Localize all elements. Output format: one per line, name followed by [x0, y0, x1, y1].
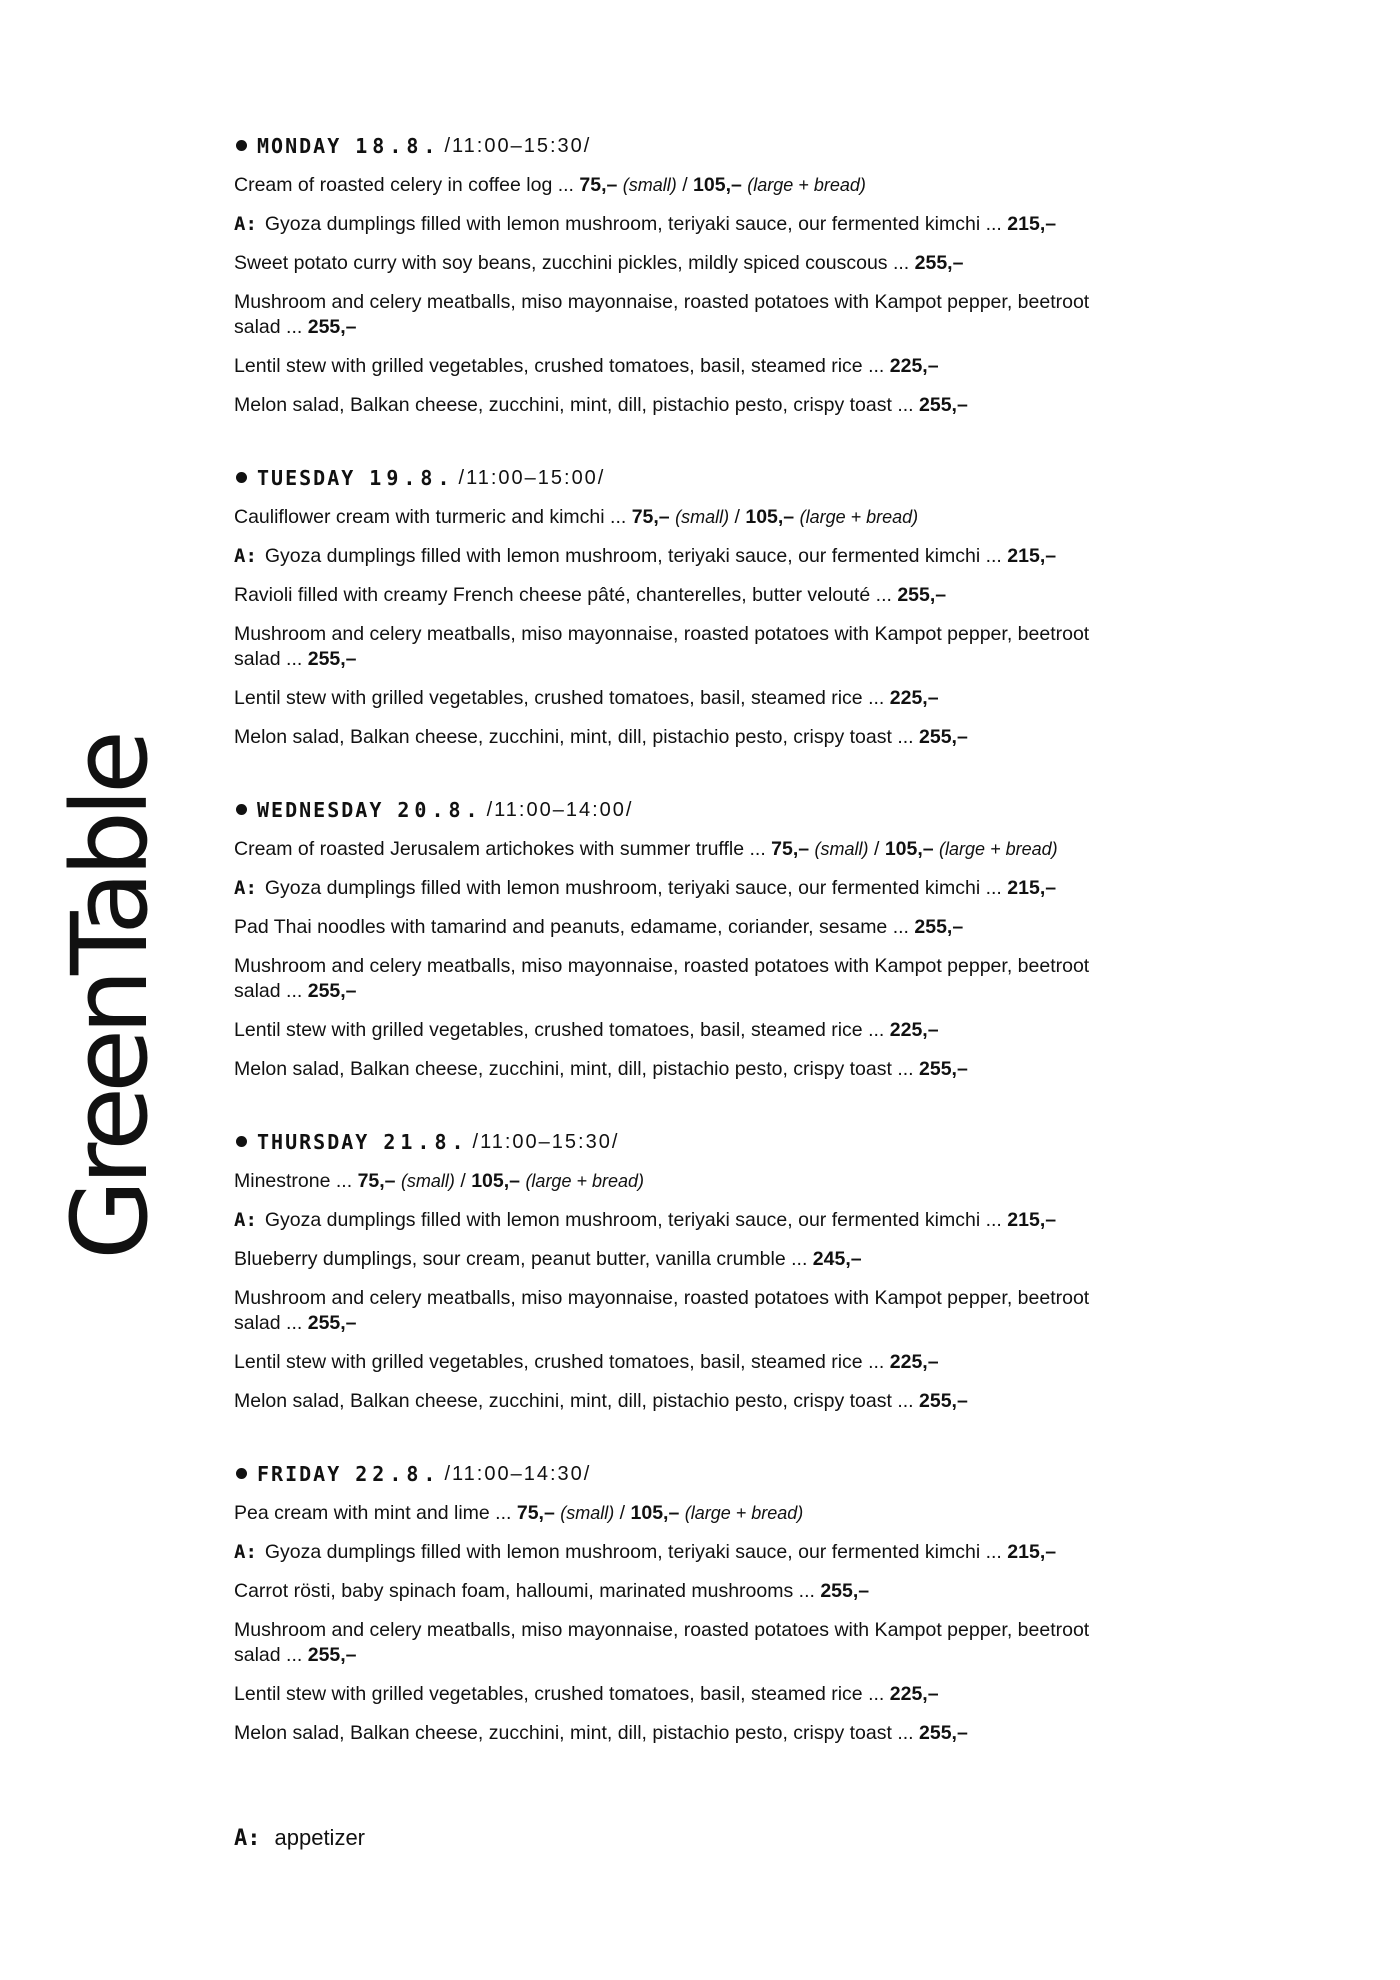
appetizer-item — [234, 212, 1134, 237]
appetizer-text: Gyoza dumplings filled with lemon mushroom, teriyaki sauce, our fermented kimchi ... — [264, 213, 1002, 235]
main-item — [234, 1618, 1134, 1668]
day-hours: /11:00–15:30/ — [472, 1130, 620, 1153]
soup-separator: / — [460, 1170, 466, 1192]
main-item — [234, 1018, 1134, 1043]
soup-small-note: (small) — [814, 839, 869, 859]
main-item — [234, 1721, 1134, 1746]
soup-name: Minestrone ... — [234, 1170, 353, 1192]
soup-large-price: 105,– — [630, 1502, 680, 1524]
main-item — [234, 725, 1134, 750]
main-text: Lentil stew with grilled vegetables, crushed tomatoes, basil, steamed rice ... — [234, 687, 885, 709]
bullet-icon — [236, 472, 247, 483]
appetizer-label: A: — [234, 1541, 257, 1563]
main-text: Melon salad, Balkan cheese, zucchini, mint, dill, pistachio pesto, crispy toast ... — [234, 394, 914, 416]
day-section-wednesday — [234, 792, 1234, 1082]
main-item — [234, 1057, 1134, 1082]
brand-logo — [49, 725, 171, 1270]
soup-name: Cauliflower cream with turmeric and kimchi ... — [234, 506, 627, 528]
main-price: 255,– — [919, 1722, 968, 1744]
soup-large-note: (large + bread) — [799, 507, 919, 527]
day-name: WEDNESDAY — [257, 798, 384, 822]
main-item — [234, 393, 1134, 418]
appetizer-item — [234, 1540, 1134, 1565]
main-price: 255,– — [307, 980, 357, 1002]
main-price: 255,– — [897, 584, 947, 606]
main-text: Mushroom and celery meatballs, miso mayonnaise, roasted potatoes with Kampot pepper, beetroot salad ... — [234, 291, 1090, 338]
main-price: 225,– — [889, 1351, 939, 1373]
bullet-icon — [236, 1136, 247, 1147]
main-price: 225,– — [889, 1019, 939, 1041]
legend — [234, 1825, 365, 1851]
soup-name: Pea cream with mint and lime ... — [234, 1502, 512, 1524]
bullet-icon — [236, 140, 247, 151]
soup-name: Cream of roasted celery in coffee log ... — [234, 174, 574, 196]
main-price: 255,– — [307, 316, 357, 338]
day-section-thursday — [234, 1124, 1234, 1414]
main-price: 255,– — [307, 648, 357, 670]
appetizer-text: Gyoza dumplings filled with lemon mushroom, teriyaki sauce, our fermented kimchi ... — [264, 1209, 1002, 1231]
appetizer-text: Gyoza dumplings filled with lemon mushroom, teriyaki sauce, our fermented kimchi ... — [264, 877, 1002, 899]
appetizer-price: 215,– — [1007, 213, 1057, 235]
day-date: 20.8. — [397, 798, 483, 822]
main-item — [234, 1350, 1134, 1375]
soup-small-price: 75,– — [771, 838, 810, 860]
soup-item — [234, 1501, 1134, 1526]
soup-small-price: 75,– — [579, 174, 618, 196]
soup-separator: / — [682, 174, 688, 196]
appetizer-label: A: — [234, 545, 257, 567]
main-text: Mushroom and celery meatballs, miso mayonnaise, roasted potatoes with Kampot pepper, beetroot salad ... — [234, 623, 1090, 670]
main-item — [234, 354, 1134, 379]
soup-large-note: (large + bread) — [525, 1171, 645, 1191]
day-hours: /11:00–15:30/ — [444, 134, 592, 157]
main-text: Mushroom and celery meatballs, miso mayonnaise, roasted potatoes with Kampot pepper, beetroot salad ... — [234, 955, 1090, 1002]
soup-separator: / — [734, 506, 740, 528]
soup-small-note: (small) — [400, 1171, 455, 1191]
day-name: FRIDAY — [257, 1462, 342, 1486]
day-hours: /11:00–15:00/ — [458, 466, 606, 489]
main-text: Lentil stew with grilled vegetables, crushed tomatoes, basil, steamed rice ... — [234, 1683, 885, 1705]
main-item — [234, 686, 1134, 711]
soup-small-price: 75,– — [631, 506, 670, 528]
day-date: 18.8. — [355, 134, 441, 158]
soup-large-price: 105,– — [471, 1170, 521, 1192]
legend-text: appetizer — [274, 1825, 366, 1850]
main-text: Ravioli filled with creamy French cheese pâté, chanterelles, butter velouté ... — [234, 584, 892, 606]
appetizer-text: Gyoza dumplings filled with lemon mushroom, teriyaki sauce, our fermented kimchi ... — [264, 1541, 1002, 1563]
main-text: Lentil stew with grilled vegetables, crushed tomatoes, basil, steamed rice ... — [234, 1019, 885, 1041]
main-item — [234, 1579, 1134, 1604]
main-item — [234, 290, 1134, 340]
soup-item — [234, 505, 1134, 530]
bullet-icon — [236, 804, 247, 815]
main-price: 255,– — [919, 1058, 968, 1080]
main-price: 225,– — [889, 355, 939, 377]
appetizer-price: 215,– — [1007, 545, 1057, 567]
main-text: Melon salad, Balkan cheese, zucchini, mint, dill, pistachio pesto, crispy toast ... — [234, 1058, 914, 1080]
appetizer-label: A: — [234, 1209, 257, 1231]
main-text: Blueberry dumplings, sour cream, peanut butter, vanilla crumble ... — [234, 1248, 808, 1270]
day-hours: /11:00–14:00/ — [486, 798, 634, 821]
soup-small-price: 75,– — [357, 1170, 396, 1192]
day-header — [234, 128, 1234, 164]
main-item — [234, 251, 1134, 276]
appetizer-label: A: — [234, 213, 257, 235]
appetizer-price: 215,– — [1007, 1209, 1057, 1231]
main-text: Melon salad, Balkan cheese, zucchini, mint, dill, pistachio pesto, crispy toast ... — [234, 1722, 914, 1744]
appetizer-price: 215,– — [1007, 1541, 1057, 1563]
main-price: 255,– — [919, 726, 968, 748]
soup-large-price: 105,– — [745, 506, 795, 528]
soup-small-note: (small) — [675, 507, 730, 527]
soup-item — [234, 837, 1134, 862]
soup-small-price: 75,– — [516, 1502, 555, 1524]
soup-separator: / — [873, 838, 880, 860]
soup-item — [234, 173, 1134, 198]
appetizer-item — [234, 876, 1134, 901]
main-text: Pad Thai noodles with tamarind and peanuts, edamame, coriander, sesame ... — [234, 916, 909, 938]
main-text: Carrot rösti, baby spinach foam, halloumi, marinated mushrooms ... — [234, 1580, 815, 1602]
main-price: 255,– — [919, 1390, 968, 1412]
main-price: 255,– — [307, 1644, 357, 1666]
soup-large-note: (large + bread) — [747, 175, 866, 195]
main-text: Lentil stew with grilled vegetables, crushed tomatoes, basil, steamed rice ... — [234, 1351, 885, 1373]
day-date: 21.8. — [383, 1130, 469, 1154]
main-text: Melon salad, Balkan cheese, zucchini, mint, dill, pistachio pesto, crispy toast ... — [234, 1390, 914, 1412]
main-price: 255,– — [307, 1312, 357, 1334]
main-item — [234, 1682, 1134, 1707]
main-text: Melon salad, Balkan cheese, zucchini, mint, dill, pistachio pesto, crispy toast ... — [234, 726, 914, 748]
day-name: THURSDAY — [257, 1130, 370, 1154]
main-price: 255,– — [914, 252, 964, 274]
day-header — [234, 1124, 1234, 1160]
day-section-monday — [234, 128, 1234, 418]
main-item — [234, 954, 1134, 1004]
main-price: 225,– — [889, 1683, 939, 1705]
main-price: 245,– — [812, 1248, 862, 1270]
main-text: Mushroom and celery meatballs, miso mayonnaise, roasted potatoes with Kampot pepper, beetroot salad ... — [234, 1287, 1090, 1334]
appetizer-text: Gyoza dumplings filled with lemon mushroom, teriyaki sauce, our fermented kimchi ... — [264, 545, 1002, 567]
legend-label: A: — [234, 1825, 261, 1851]
appetizer-label: A: — [234, 877, 257, 899]
soup-item — [234, 1169, 1134, 1194]
main-price: 255,– — [820, 1580, 870, 1602]
day-header — [234, 460, 1234, 496]
day-date: 19.8. — [369, 466, 455, 490]
main-item — [234, 622, 1134, 672]
brand-name: GreenTable — [49, 735, 171, 1260]
day-date: 22.8. — [355, 1462, 441, 1486]
main-item — [234, 1286, 1134, 1336]
main-price: 255,– — [914, 916, 964, 938]
day-section-tuesday — [234, 460, 1234, 750]
main-price: 225,– — [889, 687, 939, 709]
day-name: MONDAY — [257, 134, 342, 158]
soup-small-note: (small) — [622, 175, 677, 195]
soup-large-price: 105,– — [693, 174, 742, 196]
main-text: Lentil stew with grilled vegetables, crushed tomatoes, basil, steamed rice ... — [234, 355, 885, 377]
day-header — [234, 1456, 1234, 1492]
main-text: Mushroom and celery meatballs, miso mayonnaise, roasted potatoes with Kampot pepper, beetroot salad ... — [234, 1619, 1090, 1666]
main-item — [234, 915, 1134, 940]
bullet-icon — [236, 1468, 247, 1479]
day-header — [234, 792, 1234, 828]
appetizer-item — [234, 544, 1134, 569]
appetizer-price: 215,– — [1007, 877, 1057, 899]
day-hours: /11:00–14:30/ — [444, 1462, 592, 1485]
main-price: 255,– — [919, 394, 968, 416]
main-item — [234, 583, 1134, 608]
soup-large-note: (large + bread) — [939, 839, 1058, 859]
menu-content — [234, 128, 1234, 1788]
day-name: TUESDAY — [257, 466, 356, 490]
day-section-friday — [234, 1456, 1234, 1746]
appetizer-item — [234, 1208, 1134, 1233]
main-item — [234, 1247, 1134, 1272]
soup-large-price: 105,– — [884, 838, 934, 860]
soup-large-note: (large + bread) — [684, 1503, 804, 1523]
main-text: Sweet potato curry with soy beans, zucchini pickles, mildly spiced couscous ... — [234, 252, 910, 274]
main-item — [234, 1389, 1134, 1414]
soup-separator: / — [619, 1502, 626, 1524]
soup-name: Cream of roasted Jerusalem artichokes with summer truffle ... — [234, 838, 766, 860]
soup-small-note: (small) — [560, 1503, 615, 1523]
